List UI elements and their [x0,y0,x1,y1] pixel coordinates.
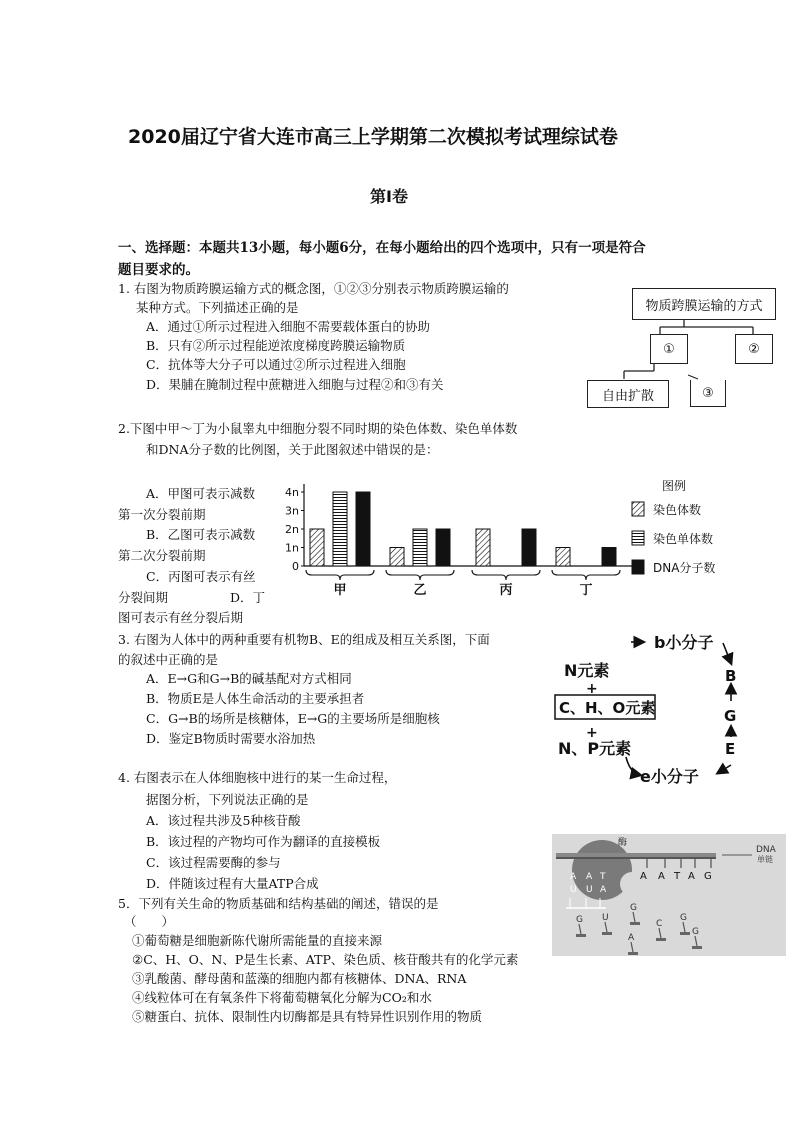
q3-option-c: C．G→B的场所是核糖体，E→G的主要场所是细胞核 [146,711,440,726]
rna-base: U [570,885,577,895]
q1-option-c: C．抗体等大分子可以通过②所示过程进入细胞 [146,357,406,372]
legend-entry: DNA分子数 [653,561,716,575]
q4-option-d: D．伴随该过程有大量ATP合成 [146,876,319,891]
q2-option-c: C．丙图可表示有丝 [146,569,256,584]
cho-element-label: C、H、O元素 [559,699,656,717]
bar-DNA分子数 [602,548,616,567]
legend-title: 图例 [662,479,687,493]
free-base-label: G [576,915,583,925]
free-base-label: A [628,933,635,943]
node-e: E [725,740,736,758]
legend-entry: 染色体数 [653,503,702,517]
volume-heading: 第I卷 [370,187,408,206]
free-diffusion-label: 自由扩散 [601,388,654,404]
single-strand-label: 单链 [757,855,773,864]
q4-option-a: A．该过程共涉及5种核苷酸 [146,813,301,828]
bar-染色单体数 [333,492,347,566]
legend-entry: 染色单体数 [653,532,714,546]
q2-option-b-cont: 第二次分裂前期 [118,548,206,563]
template-base: T [674,871,681,882]
q4-transcription-figure [552,834,786,956]
q3-option-a: A．E→G和G→B的碱基配对方式相同 [146,671,352,686]
q5-stem: 5．下列有关生命的物质基础和结构基础的阐述，错误的是 [118,896,439,911]
bar-DNA分子数 [522,529,536,566]
bar-染色单体数 [413,529,427,566]
free-base-label: G [692,927,699,937]
free-base-label: G [630,903,637,913]
e-small-molecule-label: e小分子 [640,767,699,786]
bar-染色体数 [476,529,490,566]
free-base-label: U [602,913,609,923]
q3-option-d: D．鉴定B物质时需要水浴加热 [146,731,316,746]
plus-sign-2: + [586,725,598,741]
q3-stem-2: 的叙述中正确的是 [118,652,219,667]
y-tick-label: 2n [285,523,299,536]
q5-item-1: ①葡萄糖是细胞新陈代谢所需能量的直接来源 [132,933,383,948]
y-tick-label: 3n [285,504,299,518]
diagram-node-2 [735,334,773,364]
q2-stem-1: 2.下图中甲～丁为小鼠睾丸中细胞分裂不同时期的染色体数、染色单体数 [118,421,518,436]
bar-染色体数 [556,548,570,567]
q2-bar-chart [270,470,790,605]
bar-DNA分子数 [436,529,450,566]
y-tick-label: 4n [285,486,299,499]
diagram-free-diffusion-box [587,380,669,408]
node-2-label: ② [748,341,760,357]
diagram-root-label: 物质跨膜运输的方式 [645,298,763,314]
paired-base: A [586,872,593,882]
q3-stem-1: 3. 右图为人体中的两种重要有机物B、E的组成及相互关系图，下面 [118,632,490,647]
category-brace [386,570,454,580]
q5-item-4: ④线粒体可在有氧条件下将葡萄糖氧化分解为CO₂和水 [132,990,432,1005]
diagram-root-box [632,288,776,320]
category-label: 甲 [333,583,347,598]
q1-option-d: D．果脯在腌制过程中蔗糖进入细胞与过程②和③有关 [146,377,444,392]
q1-option-b: B．只有②所示过程能逆浓度梯度跨膜运输物质 [146,338,406,353]
category-label: 丙 [499,583,513,598]
document-title: 2020届辽宁省大连市高三上学期第二次模拟考试理综试卷 [128,126,618,148]
section-line-1: 一、选择题：本题共13小题，每小题6分，在每小题给出的四个选项中，只有一项是符合 [118,240,646,256]
category-label: 丁 [579,583,593,598]
q1-stem-2: 某种方式。下列描述正确的是 [136,300,299,315]
y-tick-label: 0 [292,560,299,573]
template-base: A [640,871,647,882]
q4-option-b: B．该过程的产物均可作为翻译的直接模板 [146,834,381,849]
diagram-node-1 [650,334,688,364]
template-base: G [704,871,712,882]
paired-base: T [600,872,606,882]
paired-base: A [570,872,577,882]
q4-stem-1: 4. 右图表示在人体细胞核中进行的某一生命过程， [118,770,397,785]
rna-base: A [600,885,607,895]
q1-option-a: A．通过①所示过程进入细胞不需要载体蛋白的协助 [146,319,431,334]
q1-stem-1: 1. 右图为物质跨膜运输方式的概念图，①②③分别表示物质跨膜运输的 [118,281,509,296]
free-base-label: C [656,919,663,929]
node-1-label: ① [663,341,675,357]
q5-item-3: ③乳酸菌、酵母菌和蓝藻的细胞内都有核糖体、DNA、RNA [132,971,467,986]
category-brace [306,570,374,580]
q5-item-5: ⑤糖蛋白、抗体、限制性内切酶都是具有特异性识别作用的物质 [132,1009,483,1024]
q2-option-c-cont: 分裂间期 [118,590,169,605]
q2-option-d-cont: 图可表示有丝分裂后期 [118,610,244,625]
q2-option-a: A．甲图可表示减数 [146,486,256,501]
plus-sign-1: + [586,681,598,697]
section-line-2: 题目要求的。 [118,262,199,278]
q4-option-c: C．该过程需要酶的参与 [146,855,281,870]
category-brace [552,570,620,580]
node-g: G [724,707,737,725]
bar-DNA分子数 [356,492,370,566]
q5-answer-paren: （ ） [124,914,175,929]
free-base-label: G [680,913,687,923]
q2-option-b: B．乙图可表示减数 [146,527,256,542]
legend-swatch [632,502,644,516]
q3-relation-diagram [548,625,788,795]
rna-base: U [586,885,593,895]
q2-stem-2: 和DNA分子数的比例图，关于此图叙述中错误的是： [146,442,439,457]
dna-label: DNA [756,845,776,855]
template-base: A [688,871,695,882]
q4-stem-2: 据图分析，下列说法正确的是 [146,792,309,807]
n-element-label: N元素 [564,661,610,680]
q2-option-d: D．丁 [230,590,266,605]
diagram-node-3 [690,380,726,407]
bar-染色体数 [310,529,324,566]
node-3-label: ③ [702,385,714,401]
legend-swatch [632,531,644,545]
template-base: A [658,871,665,882]
b-small-molecule-label: b小分子 [654,633,714,652]
q2-option-a-cont: 第一次分裂前期 [118,507,206,522]
q5-item-2: ②C、H、O、N、P是生长素、ATP、染色质、核苷酸共有的化学元素 [132,952,519,967]
bar-染色体数 [390,548,404,567]
category-label: 乙 [413,583,427,598]
enzyme-label: 酶 [618,838,628,848]
y-tick-label: 1n [285,541,299,555]
category-brace [472,570,540,580]
legend-swatch [632,560,644,574]
q3-option-b: B．物质E是人体生命活动的主要承担者 [146,691,365,706]
np-element-label: N、P元素 [558,739,632,758]
node-b: B [725,667,737,685]
